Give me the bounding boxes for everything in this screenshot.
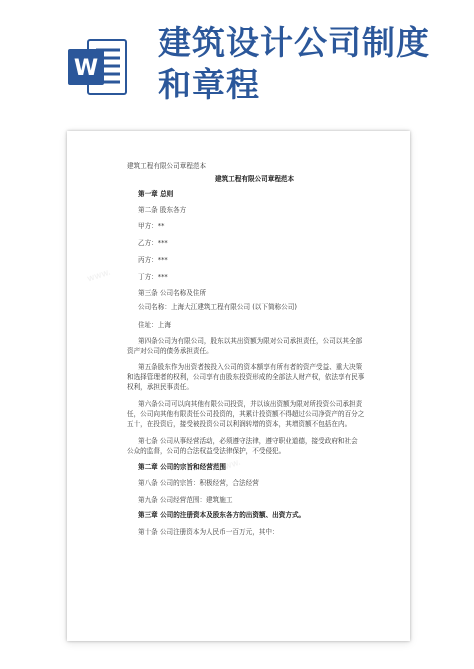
party-d: 丁方：*** — [138, 273, 168, 281]
company-name: 公司名称：上海大江建筑工程有限公司 (以下简称公司) — [138, 303, 297, 311]
article-6-line-1: 第六条公司可以向其他有限公司投资，并以该出资额为限对所投资公司承担责 — [138, 400, 363, 408]
article-6-line-3: 五十，在投资后，接受被投资公司以利润转增的资本，其增资额不包括在内。 — [127, 420, 352, 428]
article-6-line-2: 任，公司向其他有限责任公司投资的，其累计投资额不得超过公司净资产的百分之 — [127, 410, 365, 418]
document-center-title: 建筑工程有限公司章程范本 — [215, 175, 295, 183]
banner — [0, 0, 474, 120]
article-3: 第三条 公司名称及住所 — [138, 289, 207, 297]
party-a: 甲方：** — [138, 222, 165, 230]
document-header-left: 建筑工程有限公司章程范本 — [127, 162, 207, 170]
article-5-line-1: 第五条股东作为出资者按投入公司的资本额享有所有者的资产受益、重大决策 — [138, 363, 363, 371]
article-10: 第十条 公司注册资本为人民币一百万元，其中： — [138, 528, 279, 536]
party-c: 丙方：*** — [138, 256, 168, 264]
article-2: 第二条 股东各方 — [138, 206, 187, 214]
banner-title-line-2: 和章程 — [158, 65, 260, 104]
svg-text:W: W — [73, 56, 99, 81]
chapter-3-heading: 第三章 公司的注册资本及股东各方的出资额、出资方式。 — [138, 511, 306, 519]
company-address: 住址：上海 — [138, 321, 171, 329]
article-7-line-1: 第七条 公司从事经营活动，必须遵守法律，遵守职业道德，接受政府和社会 — [138, 437, 358, 445]
article-4-line-2: 资产对公司的债务承担责任。 — [127, 347, 213, 355]
party-b: 乙方：*** — [138, 239, 168, 247]
banner-title-line-1: 建筑设计公司制度 — [158, 23, 430, 62]
chapter-2-heading: 第二章 公司的宗旨和经营范围 — [138, 463, 227, 471]
watermark: www. — [86, 267, 113, 285]
watermark: www. — [216, 457, 243, 475]
article-7-line-2: 公众的监督，公司的合法权益受法律保护，不受侵犯。 — [127, 447, 286, 455]
chapter-1-heading: 第一章 总则 — [138, 190, 174, 198]
word-document-icon — [66, 36, 130, 98]
article-9: 第九条 公司经营范围：建筑施工 — [138, 496, 233, 504]
document-page — [67, 131, 410, 641]
article-8: 第八条 公司的宗旨：积极经营，合法经营 — [138, 479, 259, 487]
article-5-line-2: 和选择管理者的权利，公司享有由股东投资形成的全部法人财产权，依法享有民事 — [127, 373, 365, 381]
article-4-line-1: 第四条公司为有限公司，股东以其出资额为限对公司承担责任，公司以其全部 — [138, 337, 363, 345]
article-5-line-3: 权利，承担民事责任。 — [127, 383, 193, 391]
